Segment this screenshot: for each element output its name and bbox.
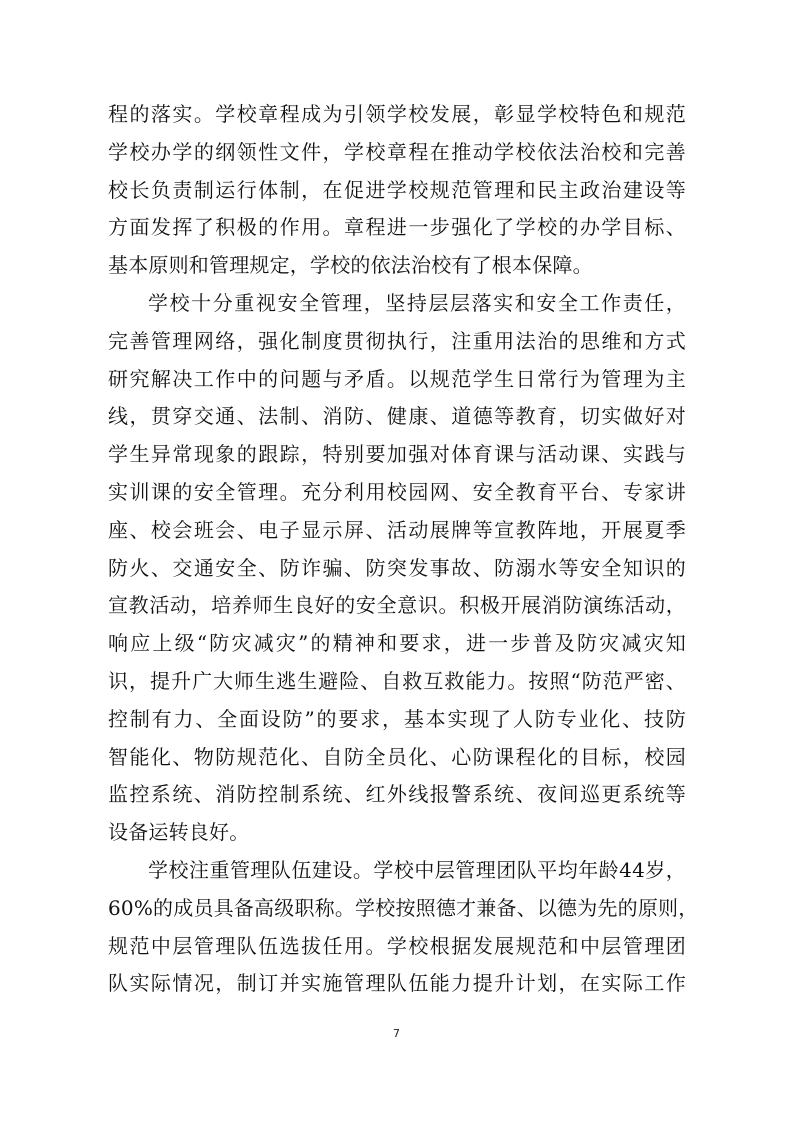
text-line: 监控系统、消防控制系统、红外线报警系统、夜间巡更系统等 [108,782,686,807]
text-line: 设备运转良好。 [108,820,250,845]
text-line: 队实际情况，制订并实施管理队伍能力提升计划，在实际工作 [108,971,686,996]
text-line: 程的落实。学校章程成为引领学校发展，彰显学校特色和规范 [108,102,686,126]
text-line: 方面发挥了积极的作用。章程进一步强化了学校的办学目标、 [108,215,686,240]
text-line: 学校十分重视安全管理，坚持层层落实和安全工作责任， [148,290,686,315]
text-line: 60%的成员具备高级职称。学校按照德才兼备、以德为先的原则， [108,895,699,920]
text-line: 防火、交通安全、防诈骗、防突发事故、防溺水等安全知识的 [108,555,686,580]
text-line: 实训课的安全管理。充分利用校园网、安全教育平台、专家讲 [108,479,686,504]
text-line: 研究解决工作中的问题与矛盾。以规范学生日常行为管理为主 [108,366,686,391]
text-line: 响应上级“防灾减灾”的精神和要求，进一步普及防灾减灾知 [108,631,686,656]
text-line: 学校办学的纲领性文件，学校章程在推动学校依法治校和完善 [108,139,686,164]
text-line: 座、校会班会、电子显示屏、活动展牌等宣教阵地，开展夏季 [108,517,686,542]
text-line: 完善管理网络，强化制度贯彻执行，注重用法治的思维和方式 [108,328,686,353]
text-line: 宣教活动，培养师生良好的安全意识。积极开展消防演练活动， [108,593,686,618]
document-body [108,96,699,1003]
text-line: 校长负责制运行体制，在促进学校规范管理和民主政治建设等 [108,177,686,202]
text-line: 识，提升广大师生逃生避险、自救互救能力。按照“防范严密、 [108,668,686,693]
text-line: 学生异常现象的跟踪，特别要加强对体育课与活动课、实践与 [108,442,686,467]
text-line: 控制有力、全面设防”的要求，基本实现了人防专业化、技防 [108,706,686,731]
text-line: 规范中层管理队伍选拔任用。学校根据发展规范和中层管理团 [108,933,686,958]
text-line: 基本原则和管理规定，学校的依法治校有了根本保障。 [108,253,593,278]
text-line: 智能化、物防规范化、自防全员化、心防课程化的目标，校园 [108,744,686,769]
page-number: 7 [393,1027,400,1040]
text-line: 线，贯穿交通、法制、消防、健康、道德等教育，切实做好对 [108,404,686,429]
text-line: 学校注重管理队伍建设。学校中层管理团队平均年龄44岁， [148,857,686,882]
